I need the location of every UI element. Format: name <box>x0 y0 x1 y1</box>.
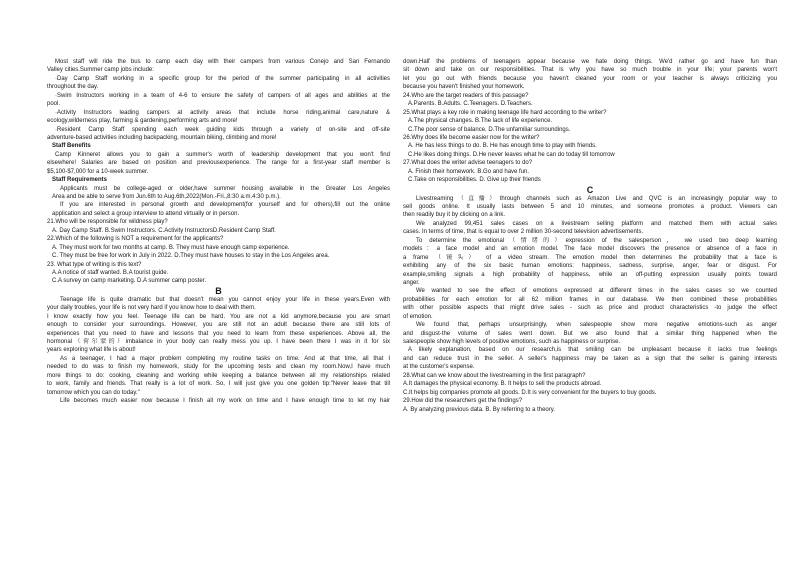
text-line: We analyzed 99,451 sales cases on a livestream selling platform and matched them with actual sales <box>416 220 777 227</box>
text-line: probabilities for each emotion for all 62 million frames in our database. We then combined these probabilities <box>403 296 777 303</box>
text-line: As a teenager, I had a major problem completing my routine tasks on time. And at that time, all that I <box>60 355 390 362</box>
answer-options: A.Parents. B.Adults. C.Teenagers. D.Teachers. <box>408 101 533 108</box>
text-line: pool. <box>47 101 61 108</box>
text-line: hormonal（荷尔蒙的）imbalance in your body can really mess you up. I have been there I was in it for six <box>47 339 390 345</box>
text-line: and disgust-the volume of sales went down. But we also found that a similar thing happened when the <box>403 330 777 337</box>
text-line: ·Swim Instructors working in a team of 4-6 to ensure the safety of campers of all ages and abilities at the <box>55 92 390 99</box>
text-line: ·Resident Camp Staff spending each week guiding kids through a variety of on-site and off-site <box>55 126 390 133</box>
text-line: A likely explanation, based on our research,is that smiling can be unpleasant because it lacks true feelings <box>408 347 777 354</box>
text-line: at the customer's expense. <box>403 364 475 371</box>
answer-options: C.The poor sense of balance. D.The unfamiliar surroundings. <box>408 126 571 133</box>
text-line: salespeople show high levels of positive emotions, such as happiness or surprise. <box>403 339 621 345</box>
text-line: Life becomes much easier now because I finish all my work on time and I have enough time to let my hair <box>60 398 390 405</box>
question: 21.Who will be responsible for wildness play? <box>47 219 168 226</box>
question: 28.What can we know about the livestreaming in the first paragraph? <box>403 372 586 379</box>
text-line: anger. <box>403 279 420 286</box>
section-heading: Staff Benefits <box>52 143 91 150</box>
text-line: Teenage life is quite dramatic but that doesn't mean you cannot enjoy your life in these years.Even with <box>60 296 390 303</box>
left-column <box>47 58 390 406</box>
text-line: If you are interested in personal growth and development(for yourself and for others),fill out the online <box>60 202 390 209</box>
question: 29.How did the researchers get the findings? <box>403 398 523 405</box>
text-line: Valley cities.Summer camp jobs include: <box>47 67 154 74</box>
question: 27.What does the writer advise teenagers to do? <box>403 160 533 167</box>
text-line: more things to do: cooking, cleaning and working while keeping a balance between all my relationships related <box>47 372 390 379</box>
text-line: exhibiting any of the six basic human emotions: happiness, sadness, surprise, anger, fear or disgust. For <box>403 263 777 270</box>
text-line: down.Half the problems of teenagers appear because we hate doing things. We'd rather go and have fun than <box>403 59 777 65</box>
text-line: to work, family and friends. That really is a lot of work. So, I will just give you one golden tip:"Never leave that till <box>47 381 390 388</box>
text-line: To determine the emotional（情绪的）expression of the salesperson， we used two deep learning <box>416 237 777 244</box>
text-line: adventure-based activities including backpacking, mountain biking, climbing and more! <box>47 134 277 141</box>
answer-options: A.The physical changes. B.The lack of life experience. <box>408 118 553 125</box>
text-line: elsewhere! Salaries are based on position and previousexperience. The range for a first-year staff member is <box>47 160 390 167</box>
text-line: $5,100-$7,000 for a 10-week summer. <box>47 168 149 175</box>
answer-options: A. He has less things to do. B. He has enough time to play with friends. <box>408 143 597 150</box>
text-line: a frame （镜头） of a video stream. The emotion model then determines the probability that a face is <box>403 254 777 261</box>
text-line: experiences that you need to have and lessons that you need to learn from these experiences. Above all, the <box>47 330 390 337</box>
question: 26.Why does life become easier now for the writer? <box>403 134 540 141</box>
answer-options: A.It damages the physical economy. B. It helps to sell the products abroad. <box>403 381 602 388</box>
text-line: ·Activity Instructors leading campers at activity areas that include horse riding,animal care,nature & <box>55 109 390 116</box>
answer-options: C.Take on responsibilities. D. Give up their friends <box>408 177 541 184</box>
text-line: We found that, perhaps unsurprisingly, when salespeople show more negative emotions-such as anger <box>416 322 777 329</box>
text-line: enough to consider your surroundings. However, you are still not an adult because there are still lots of <box>47 322 390 329</box>
answer-options: A. Day Camp Staff. B.Swim Instructors. C.Activity InstructorsD.Resident Camp Staff. <box>52 227 276 234</box>
passage-heading-c: C <box>586 184 594 195</box>
text-line: cases. In terms of time, that is equal to over 2 million 30-second television advertisements. <box>403 229 644 236</box>
text-line: sit down and take on our responsibilities. That is why you have so much trouble in your life; your parents won't <box>403 67 777 74</box>
text-line: then readily buy it by clicking on a link. <box>403 212 506 219</box>
answer-options: A. They must work for two months at camp. B. They must have enough camp experience. <box>52 244 290 251</box>
text-line: models：a face model and an emotion model. The face model discovers the presence or absence of a face in <box>403 246 777 253</box>
text-line: example,smiling signals a high probability of happiness, while an off-putting expression usually points toward <box>403 271 777 278</box>
text-line: Livestreaming（直播）through channels such as Amazon Live and QVC is an increasingly popular way to <box>416 195 777 202</box>
text-line: your daily troubles, your life is not very hard if you know how to deal with them. <box>47 305 256 312</box>
answer-options: A. Finish their homework. B.Go and have fun. <box>408 168 530 175</box>
text-line: let you go out with friends because you haven't cleaned your room or your teacher is always criticizing you <box>403 75 777 82</box>
question: 22.Which of the following is NOT a requirement for the applicants? <box>47 236 224 243</box>
text-line: Applicants must be college-aged or older,have summer housing available in the Greater Los Angeles <box>60 185 390 192</box>
text-line: sell goods online. It usually lasts between 5 and 10 minutes, and someone promotes a product. Viewers can <box>403 204 777 210</box>
text-line: tomorrow which you can do today." <box>47 389 140 396</box>
question: 24.Who are the target readers of this passage? <box>403 92 529 99</box>
text-line: and can reduce trust in the seller. A seller's happiness may be taken as a sign that the seller is gaining interests <box>403 355 777 362</box>
text-line: needed to do was to finish my homework, study for the upcoming tests and clean my room.Now,I have much <box>47 364 390 371</box>
text-line: I know exactly how you feel. Teenage life can be hard. You are not a kid anymore,because you are smart <box>47 313 390 320</box>
text-line: ·Day Camp Staff working in a specific group for the period of the summer participating in all activities <box>55 75 390 82</box>
section-heading: Staff Requirements <box>52 177 108 184</box>
text-line: years exploring what life is about! <box>47 347 136 354</box>
text-line: application and select a group interview to attend virtually or in person. <box>52 210 240 217</box>
answer-options: C.It helps big companies promote all goods. D.It is very convenient for the buyers to buy goods. <box>403 389 657 396</box>
passage-heading-b: B <box>215 285 222 296</box>
text-line: We wanted to see the effect of emotions expressed at different times in the sales cases so we counted <box>416 288 777 295</box>
question: 25.What plays a key role in making teenage life hard according to the writer? <box>403 109 607 116</box>
answer-options: A. By analyzing previous data. B. By referring to a theory. <box>403 406 555 413</box>
answer-options: C. They must be free for work in July in 2022. D.They must have houses to stay in the Los Angeles area. <box>52 253 330 260</box>
answer-options: C.He likes doing things. D.He never leaves what he can do today till tomorrow <box>408 151 615 158</box>
question: 23. What type of writing is this text? <box>47 261 142 268</box>
text-line: Area and be able to serve from Jun.6th to Aug.6th,2022(Mon.-Fri.,8:30 a.m.4:30 p.m.). <box>52 194 281 200</box>
answer-options: A.A notice of staff wanted. B.A tourist guide. <box>52 269 169 276</box>
text-line: Camp Kinneret allows you to gain a summer's worth of leadership development that you won't find <box>55 151 390 158</box>
text-line: ecology,wilderness play, farming & gardening,performing arts and more! <box>47 118 238 125</box>
answer-options: C.A survey on camp marketing. D.A summer camp poster. <box>52 278 207 285</box>
text-line: with other possible aspects that might drive sales - such as price and product characteristics -to judge the effect <box>403 305 777 312</box>
text-line: Most staff will ride the bus to camp each day with their campers from various Conejo and San Fernando <box>55 59 390 65</box>
text-line: because you haven't finished your homework. <box>403 84 525 91</box>
text-line: of emotion. <box>403 313 433 320</box>
text-line: throughout the day. <box>47 84 99 91</box>
right-column <box>403 58 777 414</box>
